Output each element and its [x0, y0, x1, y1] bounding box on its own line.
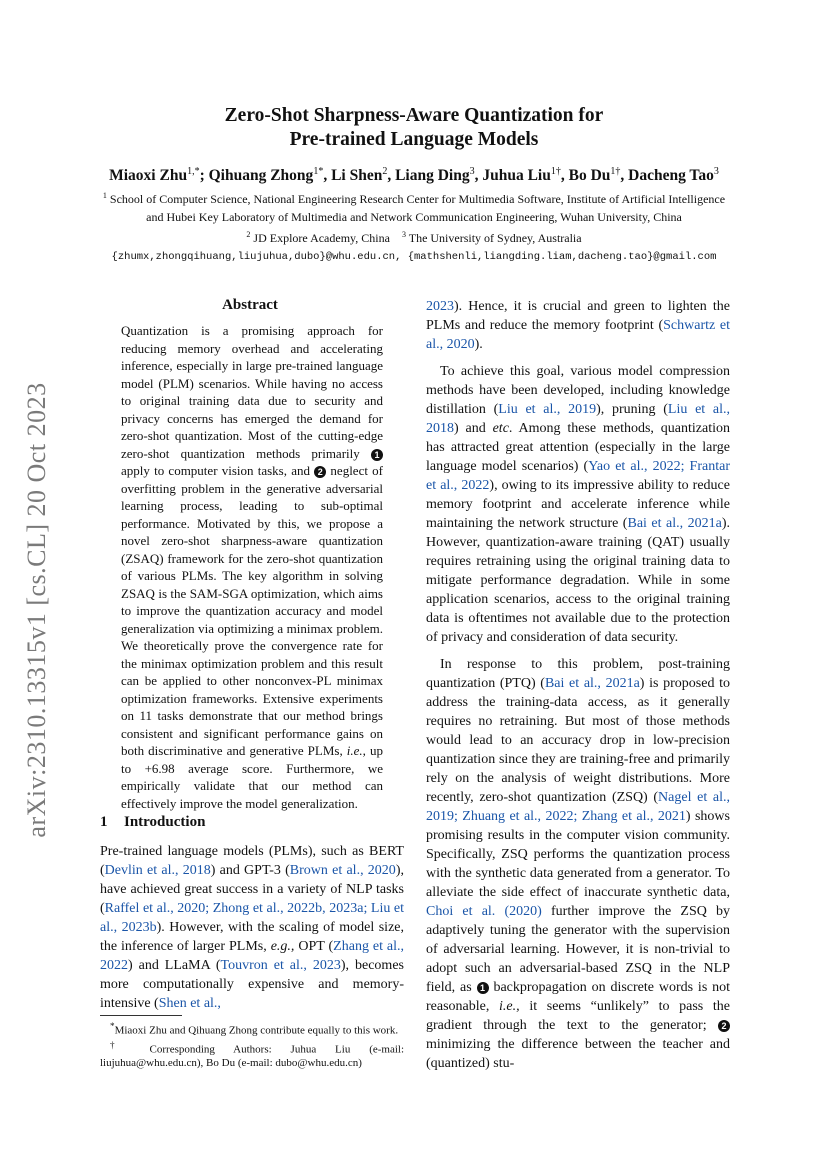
paragraph-continuation	[426, 297, 730, 354]
affiliation-1-cont	[0, 210, 828, 225]
author-name: Liang Ding	[395, 167, 470, 185]
footnote-text: Miaoxi Zhu and Qihuang Zhong contribute equally to this work.	[114, 1024, 399, 1037]
affiliation-3-mark: 3	[401, 230, 406, 239]
abstract-text: neglect of overfitting problem in the generative adversarial learning process, leading to sub-optimal performance. Motivated by this, we propose a novel zero-shot sharpness-aware quantization (ZSAQ) framework for the zero-shot quantization of various PLMs. The key algorithm in solving ZSAQ is the SAM-SGA optimization, which aims to improve the quantization accuracy and model generalization via optimizing a minimax problem. We theoretically prove the convergence rate for the minimax optimization problem and this result can be applied to other nonconvex-PL minimax optimization frameworks. Extensive experiments on 11 tasks demonstrate that our method brings consistent and significant performance gains on both discriminative and generative PLMs,	[121, 463, 384, 758]
body-text: ) shows promising results in the computer vision community. Specifically, ZSQ performs the quantization process with the synthetic data generated from a generator. To alleviate the side effect of inaccurate synthetic data,	[426, 809, 730, 900]
citation-link[interactable]: Schwartz et al., 2020	[426, 318, 730, 352]
abstract-ie: i.e.,	[346, 743, 366, 758]
body-text: ). However, with the scaling of model size, the inference of larger PLMs,	[100, 920, 404, 954]
abstract-text: Quantization is a promising approach for reducing memory overhead and accelerating inference, especially in large pre-trained language model (PLM) scenarios. While having no access to original training data due to security and privacy concerns has emerged the demand for zero-shot quantization. Most of the cutting-edge zero-shot quantization methods primarily	[121, 323, 383, 461]
author-name: Dacheng Tao	[628, 167, 714, 185]
title-line-2: Pre-trained Language Models	[289, 129, 539, 150]
section-title: Introduction	[124, 814, 206, 830]
affiliation-2: JD Explore Academy, China	[253, 231, 390, 245]
abstract-heading: Abstract	[222, 297, 278, 313]
abstract-body	[121, 322, 383, 812]
citation-link[interactable]: Nagel et al., 2019; Zhuang et al., 2022; Zhang et al., 2021	[426, 790, 730, 824]
affiliation-2-mark: 2	[246, 230, 251, 239]
section-number: 1	[100, 814, 108, 830]
citation-link[interactable]: Touvron et al., 2023	[220, 958, 341, 973]
body-text: ), pruning (	[596, 402, 668, 417]
arxiv-sidebar	[14, 360, 60, 860]
body-text: ), becomes more computationally expensive and memory-intensive (	[100, 958, 404, 1011]
author-mark: 1†	[610, 166, 621, 177]
abstract-text: up to +6.98 average score. Furthermore, we empirically validate that our method can effectively improve the model generalization.	[121, 743, 384, 811]
affiliation-1	[0, 191, 828, 207]
body-text: ) and	[454, 421, 486, 436]
citation-link[interactable]: Zhang et al., 2022	[100, 939, 405, 973]
author-name: Miaoxi Zhu	[109, 167, 188, 185]
body-text: To achieve this goal, various model compression methods have been developed, including knowledge distillation (	[426, 364, 730, 417]
affiliation-1-line-2: and Hubei Key Laboratory of Multimedia and Network Communication Engineering, Wuhan University, China	[146, 210, 682, 224]
abstract-text: apply to computer vision tasks, and	[121, 463, 310, 478]
citation-link[interactable]: Bai et al., 2021a	[544, 676, 640, 691]
citation-link[interactable]: Yao et al., 2022; Frantar et al., 2022	[426, 459, 730, 493]
body-text: ) and GPT-3 (	[210, 863, 290, 878]
body-text: backpropagation on discrete words is not reasonable,	[426, 980, 731, 1014]
body-text: ). Hence, it is crucial and green to lighten the PLMs and reduce the memory footprint (	[426, 299, 730, 333]
body-text: . Among these methods, quantization has attracted great attention (especially in the large language model scenarios) (	[426, 421, 730, 474]
author-name: Li Shen	[331, 167, 383, 185]
paragraph-compression	[426, 362, 730, 647]
bullet-two-icon: 2	[718, 1020, 730, 1032]
footnote-mark: †	[110, 1039, 131, 1050]
citation-link[interactable]: Liu et al., 2019	[498, 402, 597, 417]
citation-link[interactable]: Brown et al., 2020	[289, 863, 396, 878]
author-name: Juhua Liu	[482, 167, 551, 185]
body-text: ) and LLaMA (	[128, 958, 221, 973]
footnote-corresponding	[100, 1038, 404, 1071]
footnote-text: Corresponding Authors: Juhua Liu (e-mail: liujuhua@whu.edu.cn), Bo Du (e-mail: dubo@whu.edu.cn)	[100, 1043, 405, 1070]
body-text: ), have achieved great success in a variety of NLP tasks (	[100, 863, 404, 916]
author-mark: 1†	[550, 166, 561, 177]
footnote-equal-contribution	[100, 1019, 404, 1038]
body-text: it seems “unlikely” to pass the gradient through the text to the generator;	[426, 999, 731, 1033]
footnotes	[100, 1019, 404, 1070]
citation-link[interactable]: Choi et al. (2020)	[426, 904, 542, 919]
body-text: e.g.,	[270, 939, 295, 954]
footnote-divider	[100, 1015, 182, 1016]
paragraph-ptq	[426, 655, 730, 1073]
citation-link[interactable]: Liu et al., 2018	[426, 402, 730, 436]
author-mark: 3	[713, 166, 719, 177]
body-text: further improve the ZSQ by adaptively tuning the generator with the supervision of adversarial learning. However, it is non-trivial to adopt such an adversarial-based ZSQ in the NLP field, as	[426, 904, 731, 995]
author-mark: 2	[382, 166, 388, 177]
author-name: Bo Du	[568, 167, 611, 185]
citation-link[interactable]: Devlin et al., 2018	[104, 863, 211, 878]
body-text: ). However, quantization-aware training (QAT) usually requires retraining using the original training data to mitigate performance degradation. While in some application scenarios, access to the original training data is oftentimes not available due to the protection of privacy and consideration of data security.	[426, 516, 730, 645]
author-name: Qihuang Zhong	[208, 167, 314, 185]
body-text: minimizing the difference between the teacher and (quantized) stu-	[426, 1037, 730, 1071]
author-mark: 3	[469, 166, 475, 177]
author-emails: {zhumx,zhongqihuang,liujuhua,dubo}@whu.edu.cn, {mathshenli,liangding.liam,dacheng.tao}@gmail.com	[111, 251, 717, 263]
body-text: ).	[474, 337, 483, 352]
right-column	[426, 297, 730, 1081]
affiliation-1-line-1: School of Computer Science, National Engineering Research Center for Multimedia Software, Institute of Artificial Intelligence	[109, 192, 726, 206]
body-text: Pre-trained language models (PLMs), such as BERT (	[100, 844, 404, 878]
citation-link[interactable]: 2023	[426, 299, 454, 314]
author-list: Miaoxi Zhu$^{1,*}$; Qihuang Zhong$^{1*}$, Li Shen$^2$, Liang Ding$^3$, Juhua Liu$^{1\dagger}$, Bo $Du^{1\dagger}$, Dacheng Tao$^3$	[109, 166, 719, 185]
affiliation-3: The University of Sydney, Australia	[408, 231, 582, 245]
paper-title	[0, 104, 828, 152]
affiliation-2-3	[0, 230, 828, 246]
arxiv-identifier: arXiv:2310.13315v1 [cs.CL] 20 Oct 2023	[22, 382, 51, 838]
bullet-one-icon: 1	[477, 982, 489, 994]
author-mark: 1*	[313, 166, 324, 177]
body-text: OPT (	[298, 939, 334, 954]
bullet-two-icon: 2	[314, 466, 326, 478]
intro-paragraph	[100, 842, 404, 1013]
body-text: ), owing to its impressive ability to reduce memory footprint and accelerate inference while maintaining the network structure (	[426, 478, 730, 531]
section-heading-introduction	[100, 814, 205, 831]
title-line-1: Zero-Shot Sharpness-Aware Quantization for	[224, 105, 604, 126]
body-text: etc	[492, 421, 509, 436]
citation-link[interactable]: Shen et al.,	[158, 996, 221, 1011]
citation-link[interactable]: Raffel et al., 2020; Zhong et al., 2022b, 2023a; Liu et al., 2023b	[100, 901, 404, 935]
author-mark: 1,*	[187, 166, 200, 177]
body-text: i.e.,	[499, 999, 520, 1014]
body-text: In response to this problem, post-training quantization (PTQ) (	[426, 657, 730, 691]
bullet-one-icon: 1	[371, 449, 383, 461]
body-text: ) is proposed to address the training-data access, as it generally requires no retraining. But most of those methods would lead to an accuracy drop in low-precision quantization since they are training-free and primarily rely on the analysis of weight distributions. More recently, zero-shot quantization (ZSQ) (	[426, 676, 730, 805]
affiliation-1-mark: 1	[102, 191, 107, 200]
footnote-mark: *	[110, 1021, 115, 1031]
citation-link[interactable]: Bai et al., 2021a	[627, 516, 722, 531]
